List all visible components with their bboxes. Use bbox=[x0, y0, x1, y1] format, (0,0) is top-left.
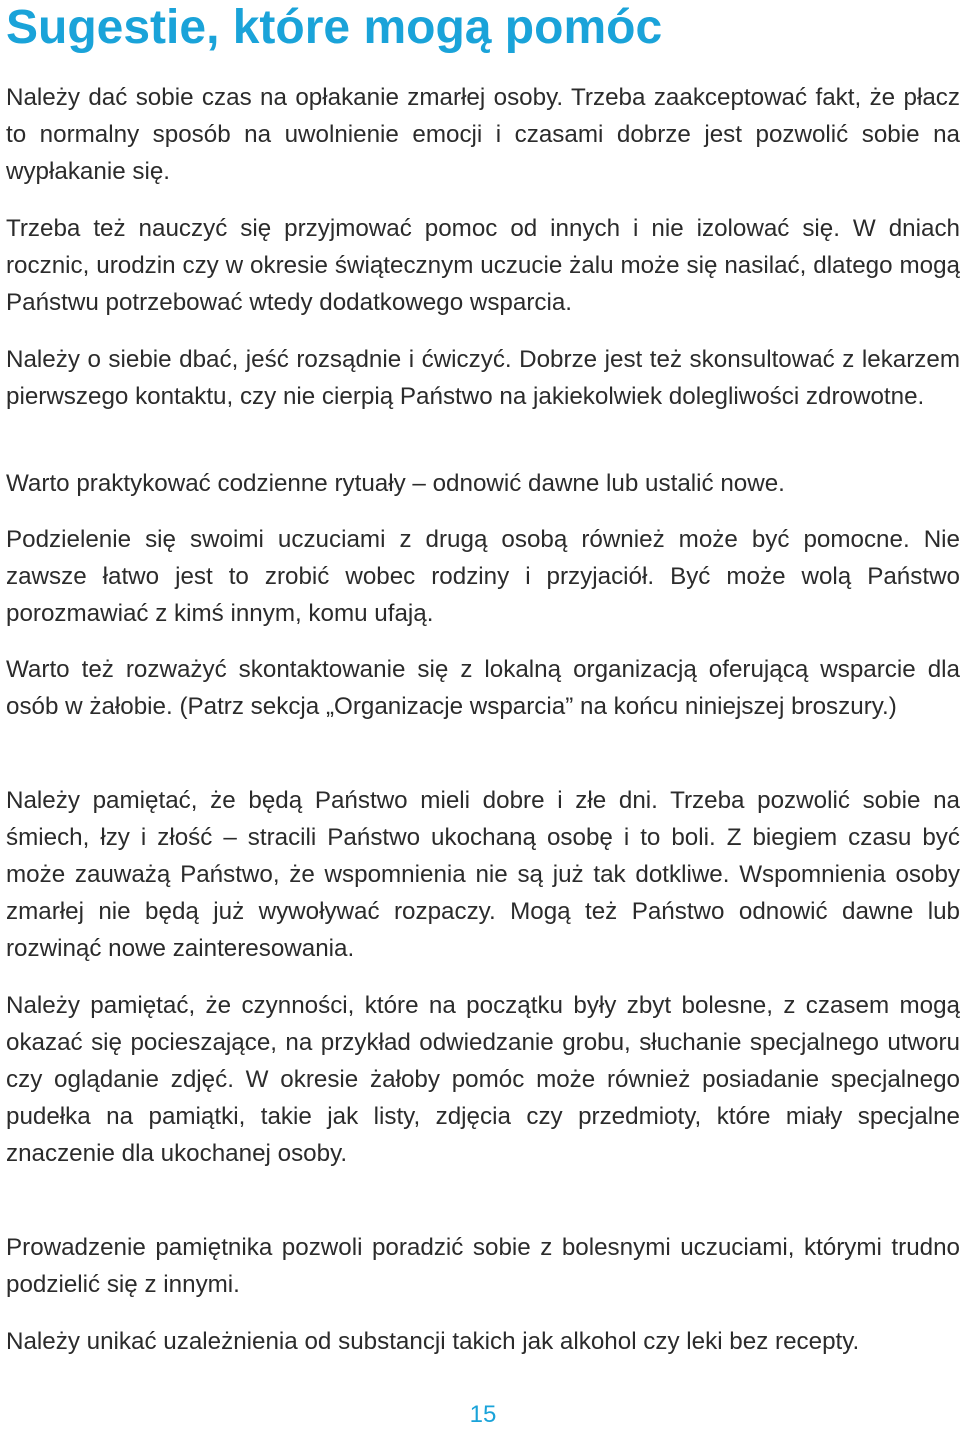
paragraph-comforting-activities: Należy pamiętać, że czynności, które na początku były zbyt bolesne, z czasem mogą okazać się pocieszające, na przykład odwiedzanie grobu, słuchanie specjalnego utworu czy oglądanie zdjęć. W okresie żałoby pomóc może również posiadanie specjalnego pudełka na pamiątki, takie jak listy, zdjęcia czy przedmioty, które miały specjalne znaczenie dla ukochanej osoby. bbox=[6, 992, 960, 1167]
paragraph-mourning-time: Należy dać sobie czas na opłakanie zmarłej osoby. Trzeba zaakceptować fakt, że płacz to normalny sposób na uwolnienie emocji i czasami dobrze jest pozwolić sobie na wypłakanie się. bbox=[6, 84, 960, 185]
paragraph-self-care: Należy o siebie dbać, jeść rozsądnie i ćwiczyć. Dobrze jest też skonsultować z lekarzem pierwszego kontaktu, czy nie cierpią Państwo na jakiekolwiek dolegliwości zdrowotne. bbox=[6, 346, 960, 410]
paragraph-accept-help: Trzeba też nauczyć się przyjmować pomoc od innych i nie izolować się. W dniach rocznic, urodzin czy w okresie świątecznym uczucie żalu może się nasilać, dlatego mogą Państwu potrzebować wtedy dodatkowego wsparcia. bbox=[6, 215, 960, 316]
paragraph-daily-rituals: Warto praktykować codzienne rytuały – odnowić dawne lub ustalić nowe. bbox=[6, 470, 785, 497]
paragraph-support-organization: Warto też rozważyć skontaktowanie się z lokalną organizacją oferującą wsparcie dla osób w żałobie. (Patrz sekcja „Organizacje wsparcia” na końcu niniejszej broszury.) bbox=[6, 656, 960, 720]
page-number: 15 bbox=[469, 1401, 497, 1428]
paragraph-share-feelings: Podzielenie się swoimi uczuciami z drugą osobą również może być pomocne. Nie zawsze łatwo jest to zrobić wobec rodziny i przyjaciół. Być może wolą Państwo porozmawiać z kimś innym, komu ufają. bbox=[6, 526, 960, 627]
paragraph-avoid-substances: Należy unikać uzależnienia od substancji takich jak alkohol czy leki bez recepty. bbox=[6, 1328, 860, 1355]
paragraph-good-bad-days: Należy pamiętać, że będą Państwo mieli dobre i złe dni. Trzeba pozwolić sobie na śmiech, łzy i złość – stracili Państwo ukochaną osobę i to boli. Z biegiem czasu być może zauważą Państwo, że wspomnienia nie są już tak dotkliwe. Wspomnienia osoby zmarłej nie będą już wywoływać rozpaczy. Mogą też Państwo odnowić dawne lub rozwinąć nowe zainteresowania. bbox=[6, 787, 960, 962]
paragraph-diary: Prowadzenie pamiętnika pozwoli poradzić sobie z bolesnymi uczuciami, którymi trudno podzielić się z innymi. bbox=[6, 1234, 960, 1298]
page-title: Sugestie, które mogą pomóc bbox=[6, 1, 663, 54]
